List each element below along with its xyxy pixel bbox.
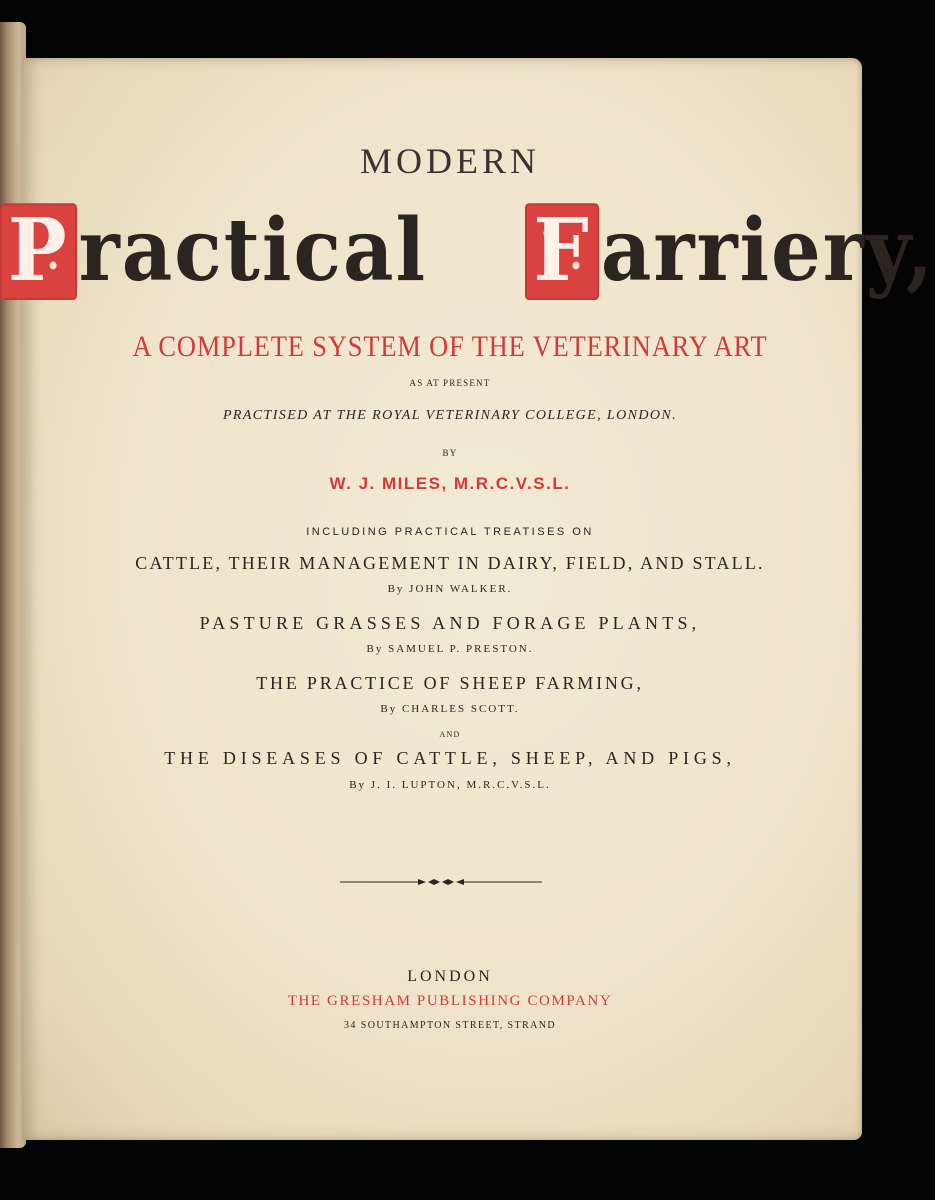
title-word-practical	[0, 201, 427, 301]
treatise-title: THE PRACTICE OF SHEEP FARMING,	[256, 673, 644, 693]
imprint-address: 34 SOUTHAMPTON STREET, STRAND	[344, 1020, 556, 1031]
subtitle: A COMPLETE SYSTEM OF THE VETERINARY ART	[132, 330, 768, 363]
practised-line: PRACTISED AT THE ROYAL VETERINARY COLLEGE, LONDON.	[222, 408, 678, 423]
imprint-publisher: THE GRESHAM PUBLISHING COMPANY	[287, 993, 613, 1009]
treatise-author: By JOHN WALKER.	[387, 583, 513, 595]
including-line: INCLUDING PRACTICAL TREATISES ON	[306, 526, 594, 538]
treatise-title: CATTLE, THEIR MANAGEMENT IN DAIRY, FIELD, AND STALL.	[135, 553, 765, 573]
treatise-title: PASTURE GRASSES AND FORAGE PLANTS,	[199, 613, 701, 633]
treatise-author: By J. I. LUPTON, M.R.C.V.S.L.	[349, 779, 551, 791]
modern-heading: MODERN	[359, 141, 540, 181]
treatise-author: By CHARLES SCOTT.	[380, 703, 520, 715]
title-word-farriery	[525, 201, 934, 301]
title-word-farriery-rest: arriery,	[600, 201, 935, 302]
illuminated-initial-p: P	[0, 203, 77, 300]
as-at-present: AS AT PRESENT	[409, 378, 491, 388]
by-label: BY	[442, 448, 458, 458]
imprint-city: LONDON	[407, 968, 493, 985]
treatise-title: THE DISEASES OF CATTLE, SHEEP, AND PIGS,	[164, 748, 736, 768]
main-title	[0, 201, 935, 311]
illuminated-initial-f: F	[525, 203, 598, 300]
author-name: W. J. MILES, M.R.C.V.S.L.	[329, 474, 571, 493]
title-word-practical-rest: ractical	[78, 201, 428, 302]
ornamental-rule	[340, 874, 542, 890]
treatise-author: By SAMUEL P. PRESTON.	[366, 643, 534, 655]
and-label: AND	[439, 730, 461, 739]
